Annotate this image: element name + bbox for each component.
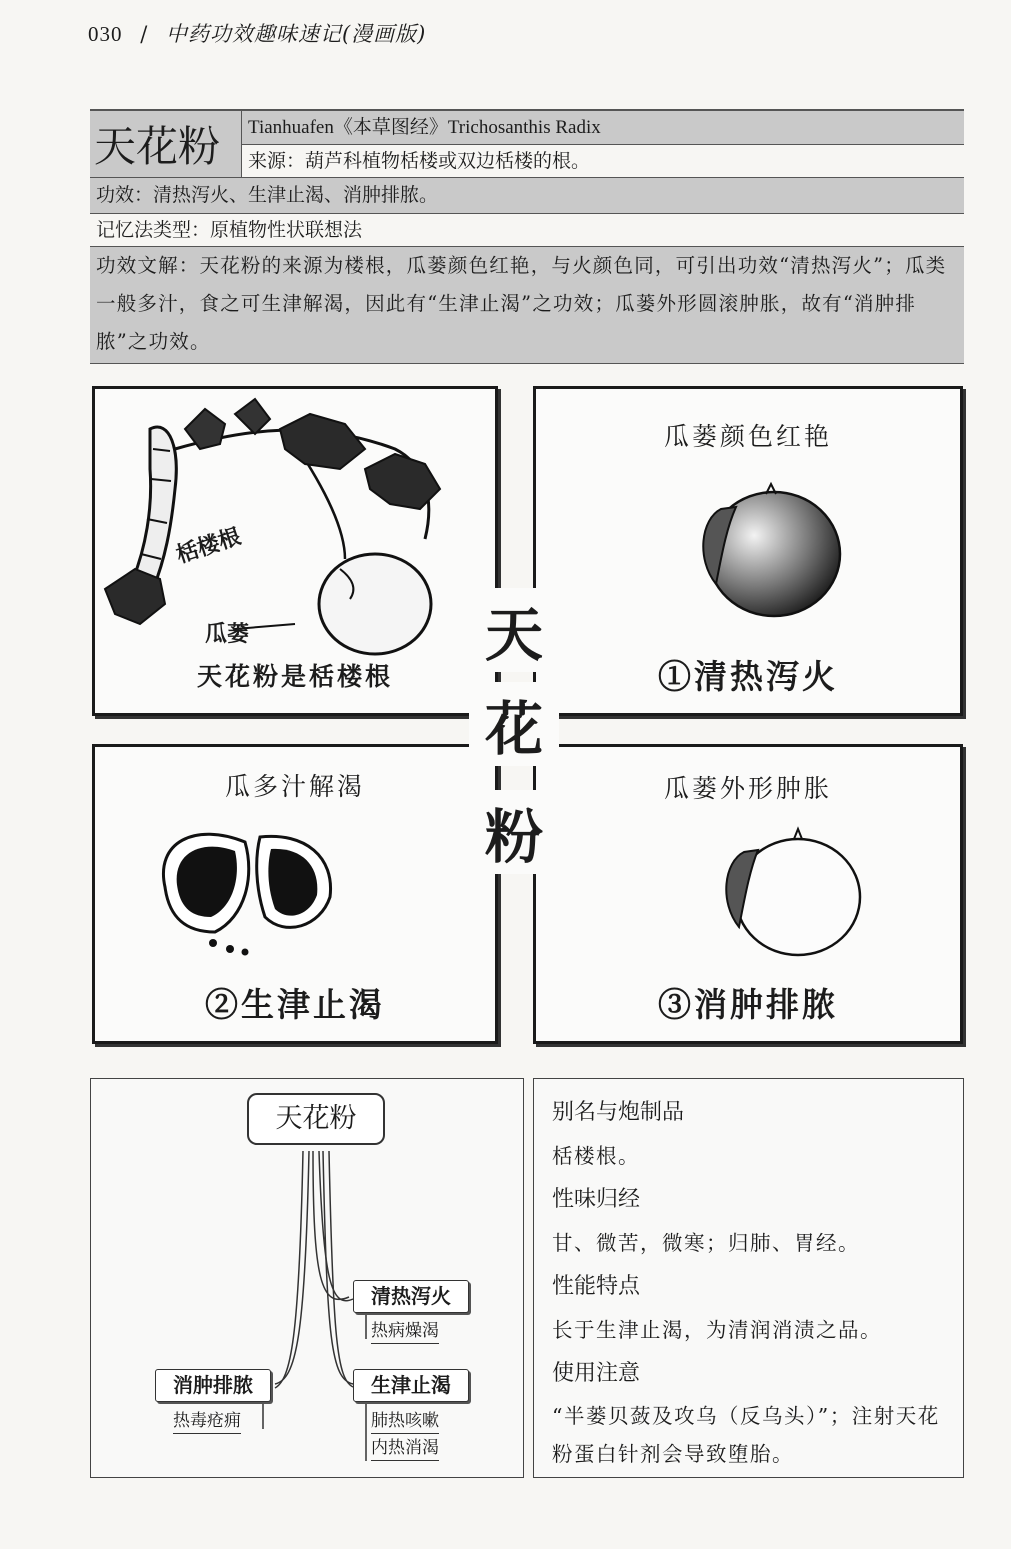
caution-title: 使用注意 — [552, 1360, 641, 1385]
book-title: 中药功效趣味速记(漫画版) — [165, 22, 427, 46]
memory-type: 记忆法类型：原植物性状联想法 — [90, 214, 964, 247]
mindmap-leaf: 热毒疮痈 — [173, 1409, 241, 1434]
header-separator: / — [140, 22, 149, 46]
nature-text: 甘、微苦，微寒；归肺、胃经。 — [552, 1231, 860, 1255]
herb-info-table — [90, 109, 964, 364]
alias-title: 别名与炮制品 — [552, 1099, 685, 1124]
herb-source: 来源：葫芦科植物栝楼或双边栝楼的根。 — [242, 145, 964, 177]
center-char-2: 花 — [469, 682, 559, 766]
page-header — [88, 18, 426, 48]
mindmap-leaf: 肺热咳嗽 — [371, 1409, 439, 1434]
efficacy-explanation: 功效文解：天花粉的来源为楼根，瓜蒌颜色红艳，与火颜色同，可引出功效“清热泻火”；瓜类一般多汁，食之可生津解渴，因此有“生津止渴”之功效；瓜蒌外形圆滚肿胀，故有“消肿排脓”之功效。 — [90, 247, 964, 364]
mindmap-leaf: 内热消渴 — [371, 1436, 439, 1461]
mindmap-leaf: 热病燥渴 — [371, 1319, 439, 1344]
nature-title: 性味归经 — [552, 1186, 641, 1211]
label-fruit: 瓜蒌 — [205, 621, 250, 647]
feature-title: 性能特点 — [552, 1273, 641, 1298]
mindmap-box — [90, 1078, 524, 1478]
herb-efficacy: 功效：清热泻火、生津止渴、消肿排脓。 — [90, 178, 964, 214]
caution-text: “半蒌贝蔹及攻乌（反乌头）”；注射天花粉蛋白针剂会导致堕胎。 — [552, 1404, 940, 1466]
panel-swollen — [533, 744, 963, 1044]
panel-root — [92, 386, 498, 716]
panel-caption: ②生津止渴 — [205, 985, 385, 1024]
alias-text: 栝楼根。 — [552, 1144, 640, 1168]
panel-title: 瓜多汁解渴 — [224, 772, 365, 801]
mindmap-branch-3: 消肿排脓 — [155, 1369, 271, 1402]
label-root: 栝楼根 — [173, 523, 244, 569]
panel-caption: ①清热泻火 — [658, 657, 838, 696]
mindmap-branch-2: 生津止渴 — [353, 1369, 469, 1402]
panel-caption: ③消肿排脓 — [658, 985, 838, 1024]
mindmap-branch-1: 清热泻火 — [353, 1280, 469, 1313]
herb-details-box — [533, 1078, 964, 1478]
panel-title: 瓜蒌外形肿胀 — [663, 774, 832, 803]
page-number: 030 — [88, 22, 123, 46]
panel-title: 瓜蒌颜色红艳 — [663, 422, 832, 451]
center-char-1: 天 — [469, 588, 559, 672]
herb-name: 天花粉 — [90, 111, 242, 177]
herb-name-row — [90, 111, 964, 178]
panel-red-color — [533, 386, 963, 716]
feature-text: 长于生津止渴，为清润消渍之品。 — [552, 1318, 882, 1342]
panel-caption: 天花粉是栝楼根 — [196, 662, 393, 691]
mindmap-root: 天花粉 — [247, 1093, 385, 1145]
panel-juicy — [92, 744, 498, 1044]
center-char-3: 粉 — [469, 790, 559, 874]
herb-latin-name: Tianhuafen《本草图经》Trichosanthis Radix — [242, 111, 964, 145]
